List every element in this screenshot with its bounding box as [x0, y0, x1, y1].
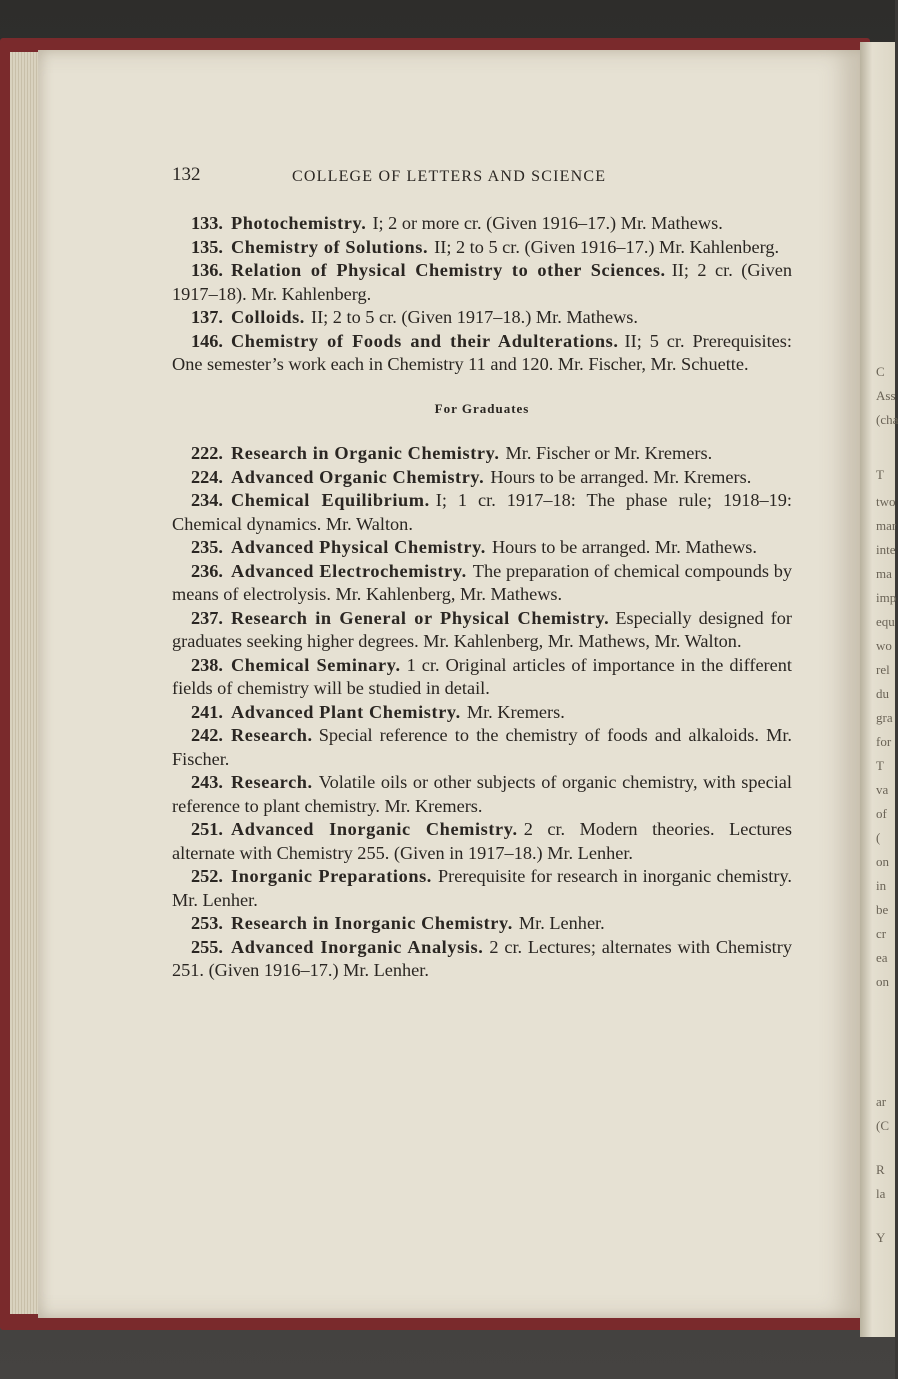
course-title: Advanced Organic Chemistry.: [231, 466, 485, 487]
course-entry: [172, 771, 792, 818]
course-description: 2 cr. Modern theories. Lectures alternate with Chemistry 255. (Given in 1917–18.) Mr. Lenher.: [172, 819, 792, 863]
course-description: I; 1 cr. 1917–18: The phase rule; 1918–19: Chemical dynamics. Mr. Walton.: [172, 490, 793, 534]
facing-page-fragment: (cha: [876, 412, 898, 427]
course-title: Advanced Inorganic Chemistry.: [231, 819, 518, 839]
course-title: Research.: [231, 725, 313, 745]
facing-page-fragment: (C: [876, 1118, 889, 1133]
course-description: Mr. Fischer or Mr. Kremers.: [505, 443, 713, 463]
course-number: 255.: [191, 936, 223, 957]
course-title: Chemical Equilibrium.: [231, 490, 430, 510]
course-entry: [172, 212, 792, 236]
facing-page-fragment: Ass: [876, 388, 896, 403]
facing-page-fragment: cr: [876, 926, 887, 941]
facing-page-fragment: imp: [876, 590, 897, 605]
facing-page-fragment: in: [876, 878, 887, 893]
course-title: Chemistry of Solutions.: [231, 236, 429, 257]
course-entry: [172, 818, 792, 865]
facing-page-fragment: inte: [876, 542, 896, 557]
course-description: II; 2 to 5 cr. (Given 1917–18.) Mr. Mathews.: [310, 307, 638, 327]
course-title: Research in General or Physical Chemistry.: [231, 607, 610, 628]
facing-page-fragment: du: [876, 686, 889, 701]
course-number: 136.: [191, 260, 223, 280]
course-entry: [172, 724, 792, 771]
course-entry: [172, 865, 792, 912]
page-edges: [10, 52, 40, 1314]
page-body: [172, 212, 792, 983]
course-description: I; 2 or more cr. (Given 1916–17.) Mr. Mathews.: [372, 213, 723, 233]
course-entry: [172, 466, 792, 490]
facing-page-fragment: mar: [876, 518, 897, 533]
course-description: Mr. Lenher.: [518, 913, 605, 933]
facing-page-fragment: on: [876, 854, 889, 869]
facing-page-fragment: va: [876, 782, 889, 797]
course-entry: [172, 536, 792, 560]
course-number: 251.: [191, 819, 223, 839]
course-number: 234.: [191, 490, 223, 510]
course-entry: [172, 259, 792, 306]
course-entry: [172, 306, 792, 330]
course-entry: [172, 236, 792, 260]
course-number: 133.: [191, 213, 223, 233]
course-description: II; 5 cr. Prerequisites: One semester’s work each in Chemistry 11 and 120. Mr. Fischer, Mr. Schuette.: [172, 330, 792, 374]
course-description: Prerequisite for research in inorganic chemistry. Mr. Lenher.: [172, 866, 792, 910]
course-title: Advanced Inorganic Analysis.: [231, 936, 484, 957]
course-description: Hours to be arranged. Mr. Mathews.: [491, 537, 757, 557]
course-number: 235.: [191, 537, 223, 557]
course-number: 242.: [191, 725, 223, 745]
course-entry: [172, 442, 792, 466]
course-entry: [172, 560, 792, 607]
facing-page-fragment: ar: [876, 1094, 887, 1109]
course-title: Advanced Electrochemistry.: [231, 560, 467, 581]
facing-page-fragment: gra: [876, 710, 893, 725]
facing-page-fragment: wo: [876, 638, 892, 653]
course-description: II; 2 to 5 cr. (Given 1916–17.) Mr. Kahlenberg.: [434, 236, 780, 257]
section-heading: For Graduates: [434, 400, 530, 416]
course-title: Inorganic Preparations.: [231, 866, 432, 886]
running-head: COLLEGE OF LETTERS AND SCIENCE: [292, 168, 607, 185]
course-title: Relation of Physical Chemistry to other Sciences.: [231, 260, 666, 280]
course-title: Research in Inorganic Chemistry.: [231, 913, 513, 933]
course-entry: [172, 607, 792, 654]
course-number: 224.: [191, 466, 223, 487]
course-number: 241.: [191, 701, 223, 722]
course-entry: [172, 330, 792, 377]
page-number: 132: [172, 164, 201, 185]
course-description: 2 cr. Lectures; alternates with Chemistry 251. (Given 1916–17.) Mr. Lenher.: [172, 936, 792, 980]
course-description: Especially designed for graduates seeking higher degrees. Mr. Kahlenberg, Mr. Mathews, Mr. Walton.: [172, 607, 792, 651]
facing-page-fragment: T: [876, 467, 884, 482]
course-title: Advanced Plant Chemistry.: [231, 701, 461, 722]
facing-page-fragment: equ: [876, 614, 895, 629]
course-description: Volatile oils or other subjects of organic chemistry, with special reference to plant chemistry. Mr. Kremers.: [172, 772, 792, 816]
course-entry: [172, 701, 792, 725]
course-title: Colloids.: [231, 307, 305, 327]
course-number: 243.: [191, 772, 223, 792]
facing-page-edge: [860, 42, 898, 1337]
facing-page-fragment: ea: [876, 950, 888, 965]
course-description: Hours to be arranged. Mr. Kremers.: [490, 466, 752, 487]
facing-page-fragment: R: [876, 1162, 885, 1177]
course-description: Mr. Kremers.: [466, 701, 565, 722]
course-number: 135.: [191, 236, 223, 257]
course-title: Research.: [231, 772, 313, 792]
course-description: The preparation of chemical compounds by means of electrolysis. Mr. Kahlenberg, Mr. Mathews.: [172, 560, 792, 604]
facing-page-fragment: (: [876, 830, 881, 845]
facing-page-fragment: on: [876, 974, 889, 989]
course-number: 253.: [191, 913, 223, 933]
course-title: Research in Organic Chemistry.: [231, 443, 500, 463]
facing-page-fragment: be: [876, 902, 889, 917]
course-number: 237.: [191, 607, 223, 628]
course-entry: [172, 489, 792, 536]
course-description: II; 2 cr. (Given 1917–18). Mr. Kahlenberg.: [172, 260, 792, 304]
facing-page-fragment: for: [876, 734, 892, 749]
course-title: Chemistry of Foods and their Adulterations.: [231, 330, 619, 351]
course-title: Chemical Seminary.: [231, 654, 401, 675]
course-description: Special reference to the chemistry of foods and alkaloids. Mr. Fischer.: [172, 725, 792, 769]
facing-page-fragment: C: [876, 364, 885, 379]
facing-page-fragment: Y: [876, 1230, 886, 1245]
course-number: 252.: [191, 866, 223, 886]
facing-page-fragment: la: [876, 1186, 886, 1201]
course-entry: [172, 936, 792, 983]
course-number: 137.: [191, 307, 223, 327]
page-header: [172, 164, 792, 192]
facing-page-fragment: rel: [876, 662, 890, 677]
course-number: 222.: [191, 443, 223, 463]
course-number: 236.: [191, 560, 223, 581]
course-entry: [172, 912, 792, 936]
course-description: 1 cr. Original articles of importance in the different fields of chemistry will be studied in detail.: [172, 654, 792, 698]
course-number: 238.: [191, 654, 223, 675]
facing-page-fragment: ma: [876, 566, 892, 581]
facing-page-fragment: of: [876, 806, 887, 821]
course-title: Photochemistry.: [231, 213, 367, 233]
course-title: Advanced Physical Chemistry.: [231, 537, 486, 557]
course-number: 146.: [191, 330, 223, 351]
facing-page-fragment: two: [876, 494, 896, 509]
course-entry: [172, 654, 792, 701]
facing-page-fragment: T: [876, 758, 884, 773]
